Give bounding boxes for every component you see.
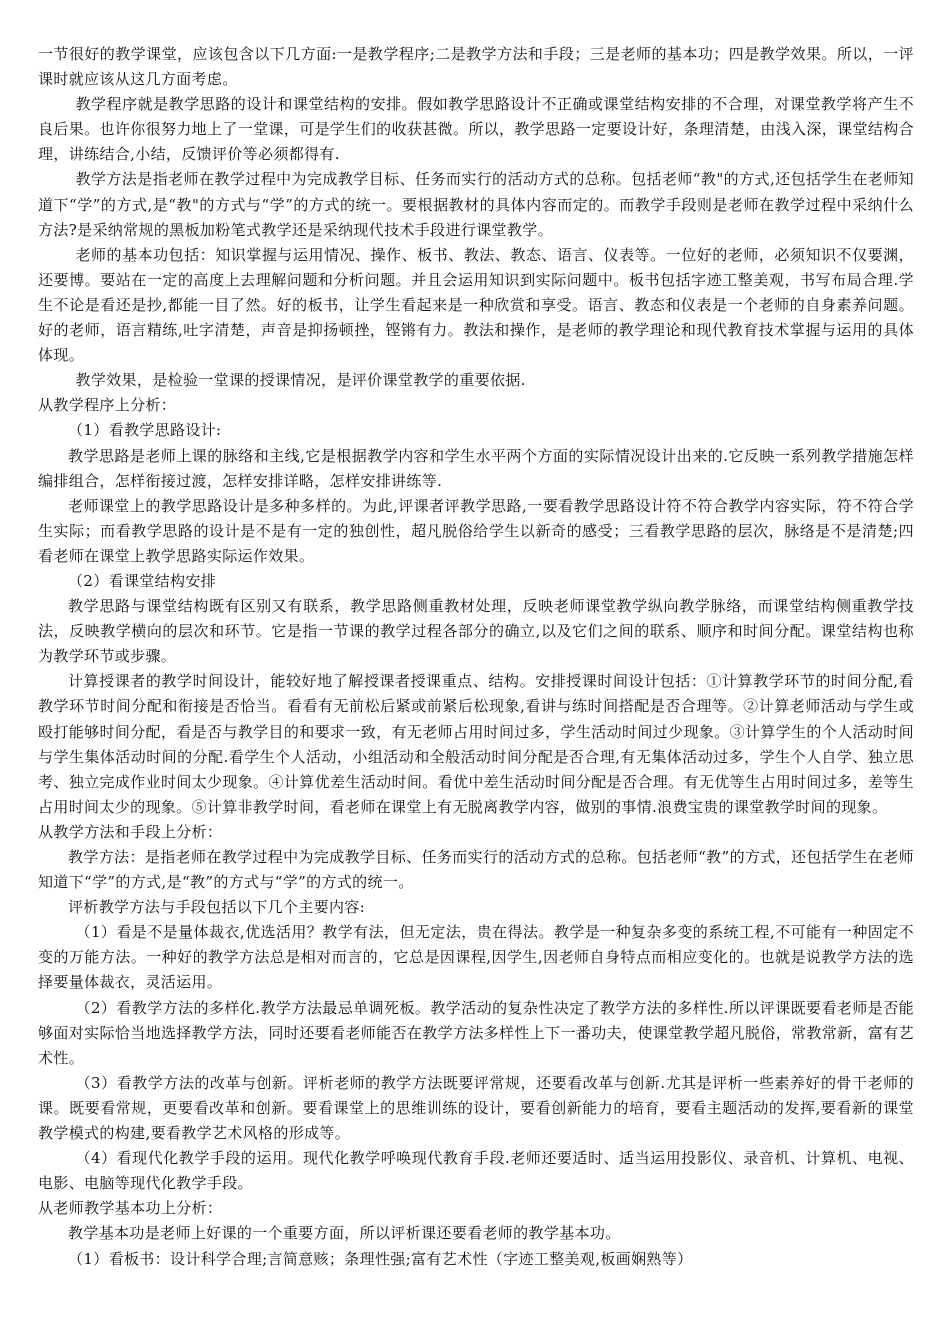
teaching-procedure-paragraph: 教学程序就是教学思路的设计和课堂结构的安排。假如教学思路设计不正确或课堂结构安排的不合理，对课堂教学将产生不良后果。也许你很努力地上了一堂课，可是学生们的收获甚微。所以，教学思路一定要设计好，条理清楚，由浅入深，课堂结构合理，讲练结合,小结，反馈评价等必须都得有. [38, 95, 914, 164]
methods-item-1: （1）看是不是量体裁衣,优选活用？教学有法，但无定法，贵在得法。教学是一种复杂多变的系统工程,不可能有一种固定不变的万能方法。一种好的教学方法总是相对而言的，它总是因课程,因学生,因老师自身特点而相应变化的。也就是说教学方法的选择要量体裁衣，灵活运用。 [38, 923, 914, 992]
subheading-teaching-design: （1）看教学思路设计: [68, 421, 222, 440]
teaching-design-paragraph-2: 老师课堂上的教学思路设计是多种多样的。为此,评课者评教学思路,一要看教学思路设计符不符合教学内容实际，符不符合学生实际；而看教学思路的设计是不是有一定的独创性，超凡脱俗给学生以新奇的感受；三看教学思路的层次，脉络是不是清楚;四看老师在课堂上教学思路实际运作效果。 [38, 496, 914, 565]
intro-paragraph: 一节很好的教学课堂，应该包含以下几方面:一是教学程序;二是教学方法和手段；三是老师的基本功；四是教学效果。所以，一评课时就应该从这几方面考虑。 [38, 45, 914, 89]
time-allocation-paragraph: 计算授课者的教学时间设计，能较好地了解授课者授课重点、结构。安排授课时间设计包括：①计算教学环节的时间分配,看教学环节时间分配和衔接是否恰当。看看有无前松后紧或前紧后松现象,看讲与练时间搭配是否合理等。②计算老师活动与学生或殴打能够时间分配，看是否与教学目的和要求一致，有无老师占用时间过多，学生活动时间过少现象。③计算学生的个人活动时间与学生集体活动时间的分配.看学生个人活动，小组活动和全般活动时间分配是否合理,有无集体活动过多，学生个人自学、独立思考、独立完成作业时间太少现象。④计算优差生活动时间。看优中差生活动时间分配是否合理。有无优等生占用时间过多，差等生占用时间太少的现象。⑤计算非教学时间，看老师在课堂上有无脱离教学内容，做别的事情.浪费宝贵的课堂教学时间的现象。 [38, 672, 914, 816]
section-heading-basic-skills: 从老师教学基本功上分析： [38, 1199, 223, 1218]
subheading-class-structure: （2）看课堂结构安排 [68, 571, 217, 590]
teaching-effect-paragraph: 教学效果，是检验一堂课的授课情况，是评价课堂教学的重要依据. [75, 371, 526, 390]
methods-item-2: （2）看教学方法的多样化.教学方法最忌单调死板。教学活动的复杂性决定了教学方法的多样性.所以评课既要看老师是否能够面对实际恰当地选择教学方法，同时还要看老师能否在教学方法多样性上下一番功夫，使课堂教学超凡脱俗，常教常新，富有艺术性。 [38, 998, 914, 1067]
methods-definition-paragraph: 教学方法：是指老师在教学过程中为完成教学目标、任务而实行的活动方式的总称。包括老师“教”的方式，还包括学生在老师知道下“学”的方式,是“教”的方式与“学”的方式的统一。 [38, 848, 914, 892]
class-structure-paragraph: 教学思路与课堂结构既有区别又有联系，教学思路侧重教材处理，反映老师课堂教学纵向教学脉络，而课堂结构侧重教学技法，反映教学横向的层次和环节。它是指一节课的教学过程各部分的确立,以及它们之间的联系、顺序和时间分配。课堂结构也称为教学环节或步骤。 [38, 597, 914, 666]
methods-item-4: （4）看现代化教学手段的运用。现代化教学呼唤现代教育手段.老师还要适时、适当运用投影仪、录音机、计算机、电视、电影、电脑等现代化教学手段。 [38, 1149, 914, 1193]
methods-content-intro: 评析教学方法与手段包括以下几个主要内容: [68, 898, 366, 917]
basic-skills-intro: 教学基本功是老师上好课的一个重要方面，所以评析课还要看老师的教学基本功。 [68, 1224, 621, 1243]
section-heading-procedure: 从教学程序上分析： [38, 396, 177, 415]
methods-item-3: （3）看教学方法的改革与创新。评析老师的教学方法既要评常规，还要看改革与创新.尤其是评析一些素养好的骨干老师的课。既要看常规，更要看改革和创新。要看课堂上的思维训练的设计，要看创新能力的培育，要看主题活动的发挥,要看新的课堂教学模式的构建,要看教学艺术风格的形成等。 [38, 1073, 914, 1143]
teaching-method-paragraph: 教学方法是指老师在教学过程中为完成教学目标、任务而实行的活动方式的总称。包括老师“教"的方式,还包括学生在老师知道下“学”的方式,是“教"的方式与“学”的方式的统一。要根据教材的具体内容而定的。而教学手段则是老师在教学过程中采纳什么方法?是采纳常规的黑板加粉笔式教学还是采纳现代技术手段进行课堂教学。 [38, 170, 914, 239]
blackboard-item: （1）看板书：设计科学合理;言简意赅；条理性强;富有艺术性（字迹工整美观,板画娴熟等） [68, 1249, 693, 1268]
teaching-design-paragraph-1: 教学思路是老师上课的脉络和主线,它是根据教学内容和学生水平两个方面的实际情况设计出来的.它反映一系列教学措施怎样编排组合，怎样衔接过渡，怎样安排详略，怎样安排讲练等. [38, 446, 914, 490]
document-page [38, 42, 914, 1272]
basic-skills-paragraph: 老师的基本功包括：知识掌握与运用情况、操作、板书、教法、教态、语言、仪表等。一位好的老师，必须知识不仅要渊，还要博。要站在一定的高度上去理解问题和分析问题。并且会运用知识到实际问题中。板书包括字迹工整美观，书写布局合理.学生不论是看还是抄,都能一目了然。好的板书，让学生看起来是一种欣赏和享受。语言、教态和仪表是一个老师的自身素养问题。好的老师，语言精练,吐字清楚，声音是抑扬顿挫，铿锵有力。教法和操作，是老师的教学理论和现代教育技术掌握与运用的具体体现。 [38, 245, 914, 365]
section-heading-methods: 从教学方法和手段上分析： [38, 822, 223, 841]
